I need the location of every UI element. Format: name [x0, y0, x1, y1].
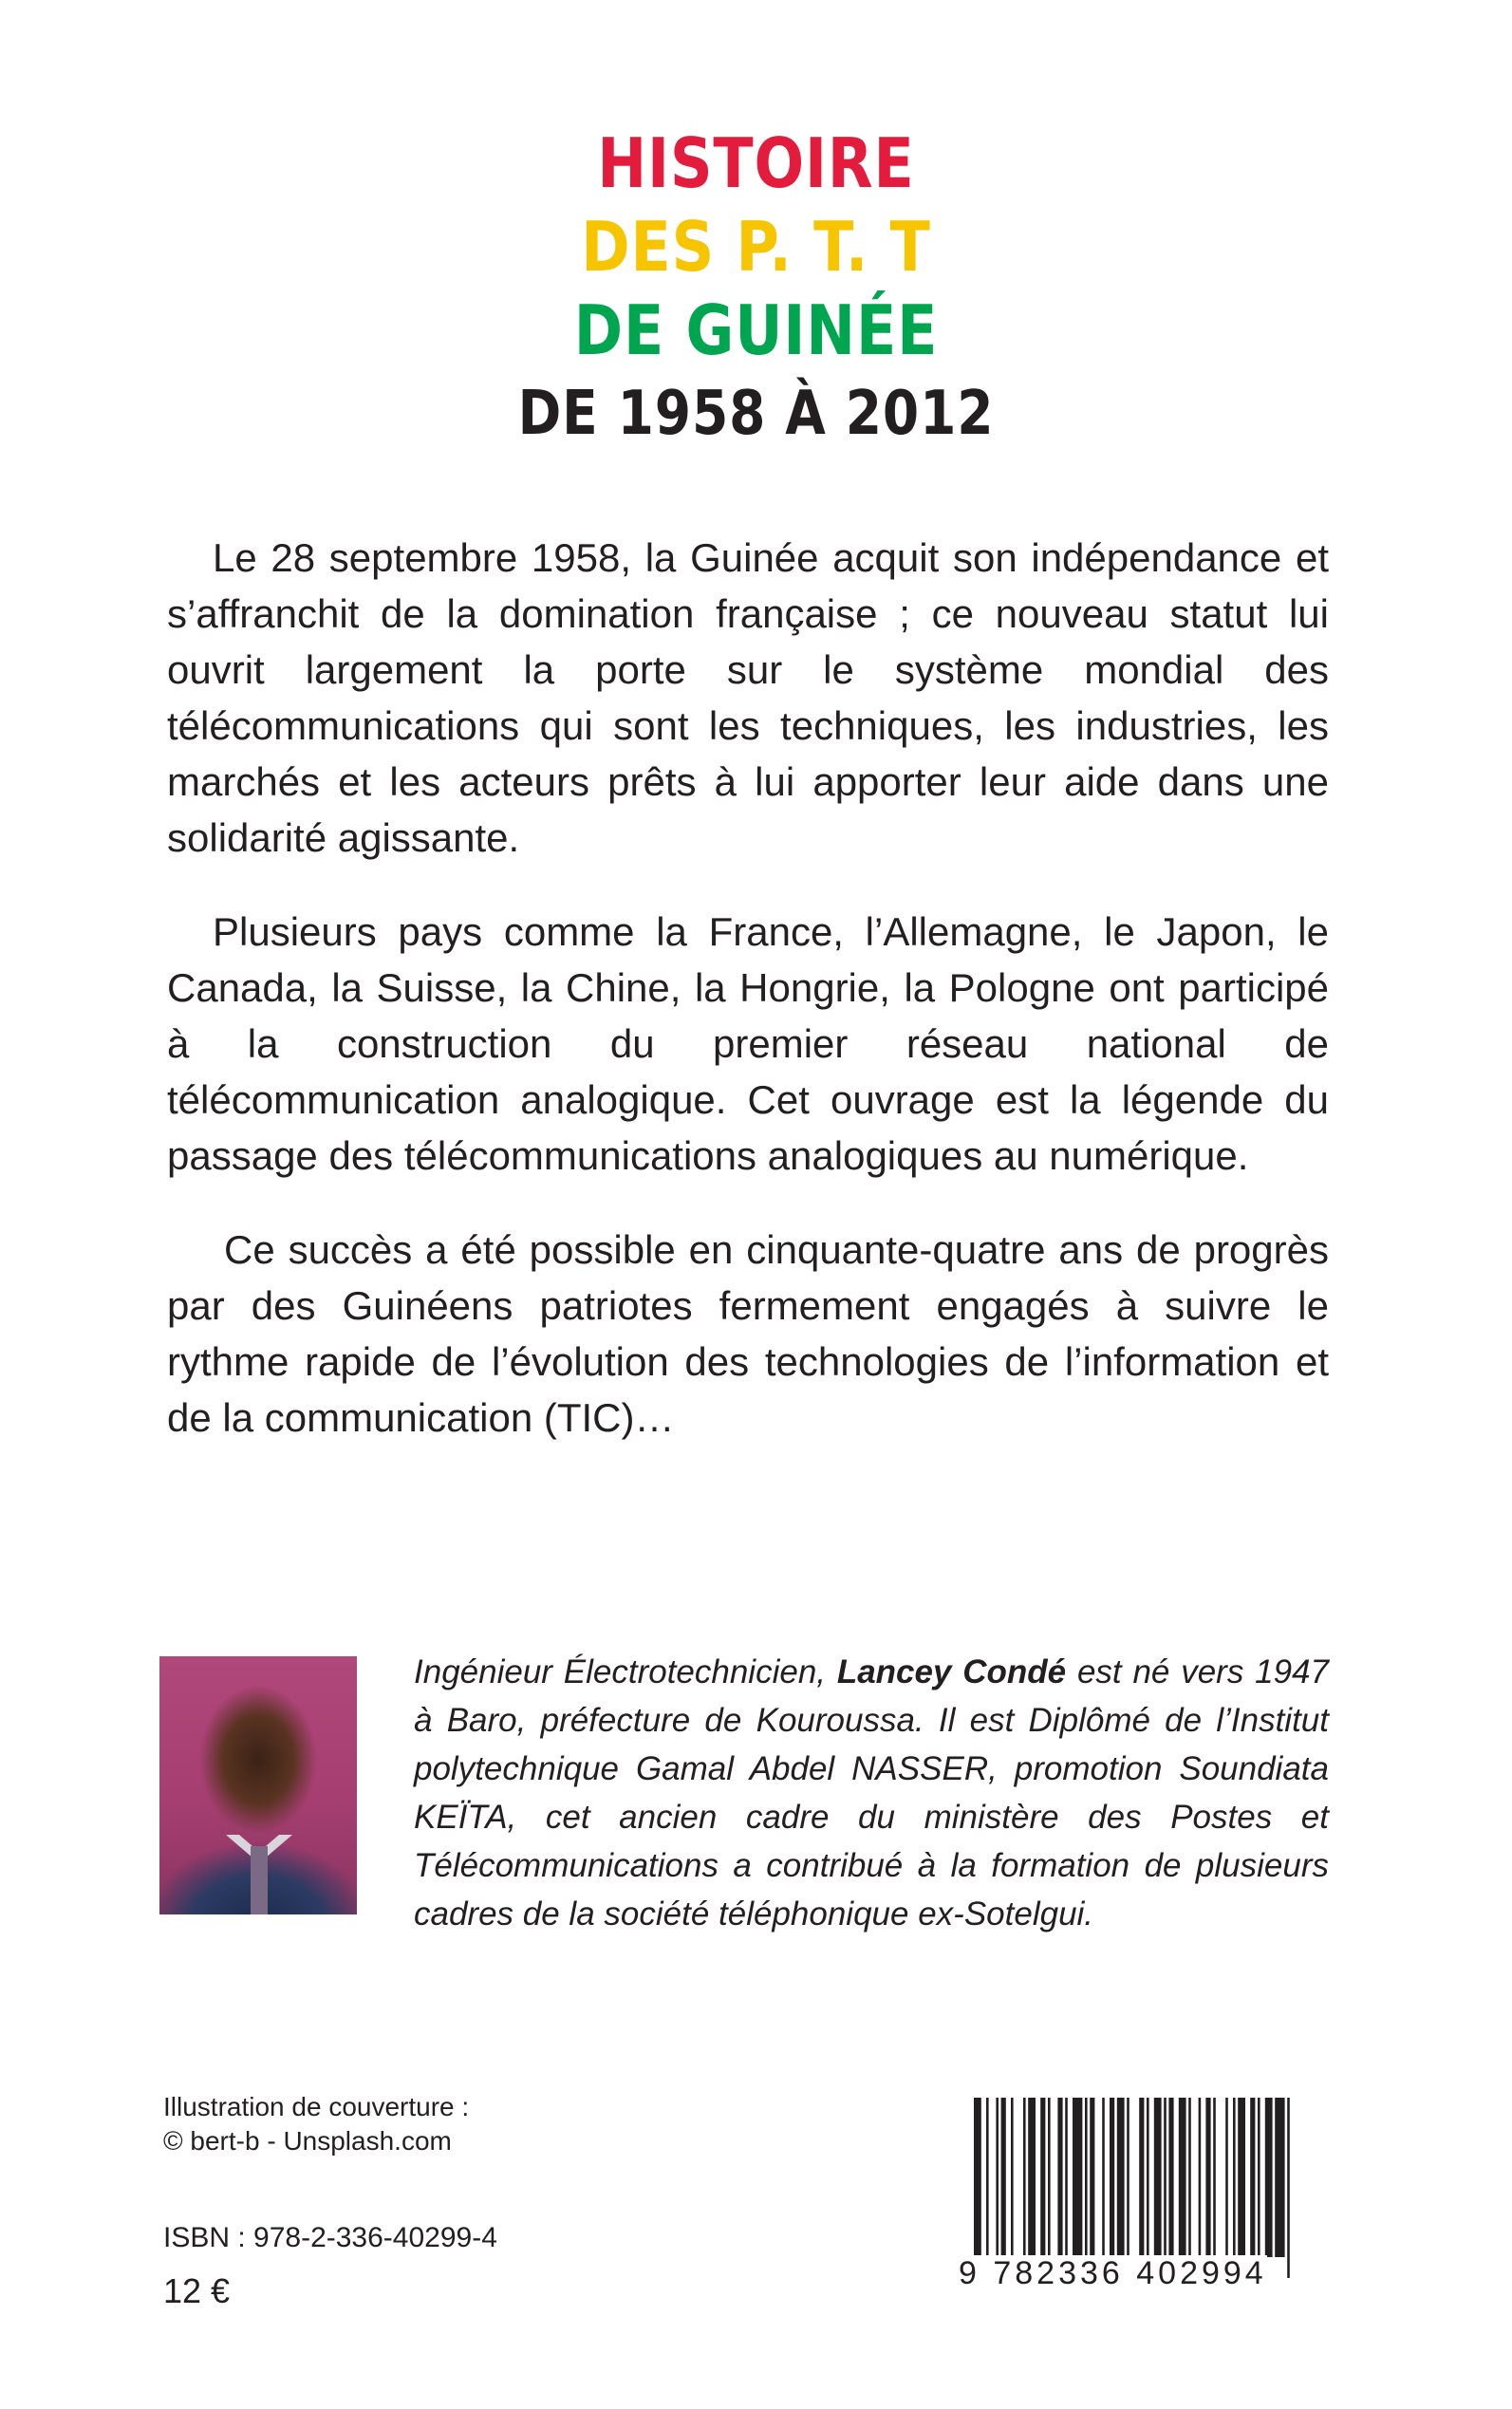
- title-line-2: DES P. T. T: [581, 207, 931, 287]
- bio-intro: Ingénieur Électrotechnicien,: [414, 1653, 837, 1690]
- barcode-bar: [1028, 2098, 1036, 2257]
- barcode-bar: [1225, 2098, 1228, 2257]
- title-line-1: HISTOIRE: [597, 123, 915, 203]
- barcode-bar: [1265, 2098, 1273, 2257]
- back-cover-blurb: [167, 530, 1329, 1484]
- barcode-bar: [1233, 2098, 1236, 2257]
- barcode-bar: [1213, 2098, 1216, 2257]
- barcode-bar: [1110, 2098, 1114, 2257]
- barcode-bar: [1147, 2098, 1149, 2257]
- author-bio: [414, 1648, 1329, 1938]
- barcode-bar: [986, 2098, 989, 2278]
- blurb-paragraph-3: Ce succès a été possible en cinquante-quatre ans de progrès par des Guinéens patriotes fermement engagés à suivre le rythme rapide de l’évolution des technologies de l’information et de la communication (TIC)…: [167, 1227, 1329, 1440]
- author-photo-tie: [251, 1846, 268, 1914]
- barcode-bar: [1179, 2098, 1186, 2257]
- barcode-bar: [1258, 2098, 1260, 2257]
- barcode-bar: [1117, 2098, 1125, 2257]
- barcode-bar: [1250, 2098, 1255, 2257]
- title-line-4: DE 1958 À 2012: [517, 379, 995, 449]
- barcode-bar: [1168, 2098, 1173, 2257]
- barcode-bar: [1085, 2098, 1088, 2257]
- barcode-bar: [1065, 2098, 1068, 2257]
- barcode-bar: [1205, 2098, 1210, 2257]
- barcode-bar: [1090, 2098, 1094, 2257]
- author-photo: [159, 1656, 357, 1914]
- barcode-bar: [1238, 2098, 1245, 2257]
- barcode-bar: [1275, 2098, 1284, 2257]
- barcode-bar: [1073, 2098, 1082, 2257]
- barcode-bar: [1188, 2098, 1191, 2257]
- credits-line-2: © bert-b - Unsplash.com: [163, 2126, 452, 2156]
- barcode-bar: [1287, 2098, 1290, 2278]
- barcode-bar: [1139, 2098, 1144, 2278]
- cover-credits: [163, 2090, 469, 2158]
- barcode-bar: [1127, 2098, 1129, 2257]
- bio-rest: est né vers 1947 à Baro, préfecture de Kouroussa. Il est Diplômé de l’Institut polytechnique Gamal Abdel NASSER, promotion Soundiata KEÏTA, cet ancien cadre du ministère des Postes et Télécommunications a contribué à la formation de plusieurs cadres de la société téléphonique ex-Sotelgui.: [414, 1653, 1329, 1933]
- credits-line-1: Illustration de couverture :: [163, 2092, 470, 2121]
- isbn-text: ISBN : 978-2-336-40299-4: [163, 2222, 497, 2253]
- book-title: [0, 121, 1512, 456]
- barcode-bar: [1154, 2098, 1162, 2257]
- barcode-bar: [1164, 2098, 1167, 2257]
- barcode-bar: [1001, 2098, 1006, 2257]
- barcode-bar: [974, 2098, 981, 2278]
- blurb-paragraph-2: Plusieurs pays comme la France, l’Allemagne, le Japon, le Canada, la Suisse, la Chine, la Hongrie, la Pologne ont participé à la construction du premier réseau national de télécommunication analogique. Cet ouvrage est la légende du passage des télécommunications analogiques au numérique.: [167, 909, 1329, 1178]
- blurb-paragraph-1: Le 28 septembre 1958, la Guinée acquit son indépendance et s’affranchit de la domination française ; ce nouveau statut lui ouvrit largement la porte sur le système mondial des télécommunications qui sont les techniques, les industries, les marchés et les acteurs prêts à lui apporter leur aide dans une solidarité agissante.: [167, 535, 1329, 860]
- barcode-bar: [1199, 2098, 1202, 2257]
- barcode-bar: [1040, 2098, 1045, 2257]
- title-line-3: DE GUINÉE: [573, 290, 939, 370]
- barcode-bar: [1048, 2098, 1051, 2257]
- author-name: Lancey Condé: [836, 1653, 1067, 1690]
- barcode-bar: [1023, 2098, 1026, 2257]
- barcode-bar: [1057, 2098, 1062, 2257]
- barcode-digits: 9 782336 402994: [959, 2255, 1267, 2291]
- price-text: 12 €: [163, 2271, 231, 2310]
- barcode-bar: [1011, 2098, 1014, 2257]
- barcode-bar: [996, 2098, 999, 2257]
- barcode-bar: [1102, 2098, 1105, 2257]
